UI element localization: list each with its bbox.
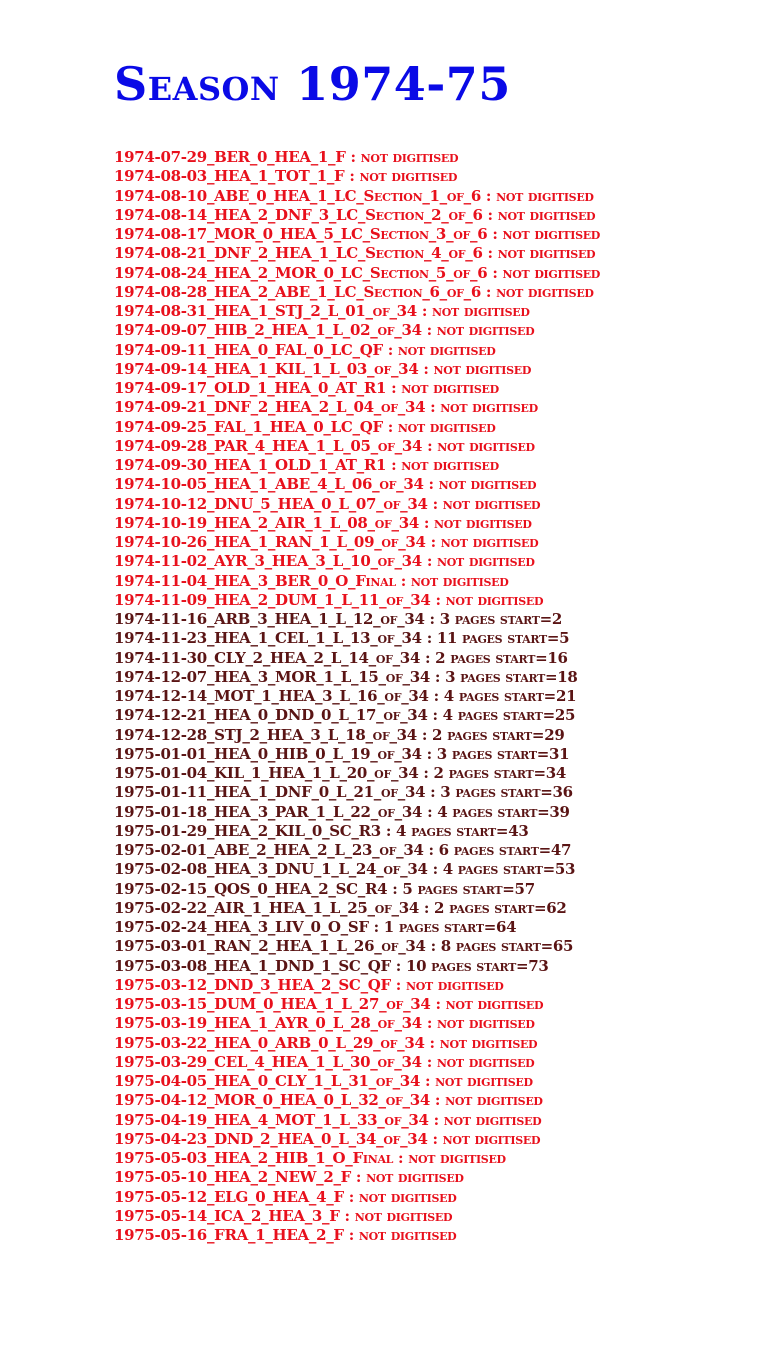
match-entry-not-digitised (114, 533, 600, 552)
match-entry-not-digitised (114, 475, 600, 494)
match-entry-text: 1975-05-14_ICA_2_HEA_3_F : not digitised (114, 1206, 453, 1225)
match-entry-text: 1975-05-03_HEA_2_HIB_1_O_Final : not digitised (114, 1149, 506, 1167)
match-entry-text: 1974-09-11_HEA_0_FAL_0_LC_QF : not digitised (114, 340, 496, 359)
match-entry-text: 1974-10-26_HEA_1_RAN_1_L_09_of_34 : not digitised (114, 533, 539, 551)
match-entry-not-digitised (114, 1072, 600, 1091)
match-entry-not-digitised (114, 995, 600, 1014)
match-entry-text: 1975-03-22_HEA_0_ARB_0_L_29_of_34 : not digitised (114, 1033, 538, 1052)
match-entry-not-digitised (114, 418, 600, 437)
match-entry-not-digitised (114, 1130, 600, 1149)
match-entry-digitised[interactable] (114, 918, 600, 937)
match-entry-digitised[interactable] (114, 745, 600, 764)
match-entry-text: 1974-12-07_HEA_3_MOR_1_L_15_of_34 : 3 pages start=18 (114, 667, 578, 686)
match-entry-not-digitised (114, 1014, 600, 1033)
match-entry-digitised[interactable] (114, 899, 600, 918)
match-entry-digitised[interactable] (114, 649, 600, 668)
match-entry-text: 1974-10-05_HEA_1_ABE_4_L_06_of_34 : not digitised (114, 475, 537, 494)
match-entry-digitised[interactable] (114, 860, 600, 879)
match-entry-text: 1975-03-29_CEL_4_HEA_1_L_30_of_34 : not digitised (114, 1052, 535, 1071)
match-entry-text: 1975-02-01_ABE_2_HEA_2_L_23_of_34 : 6 pages start=47 (114, 841, 572, 859)
match-entry-digitised[interactable] (114, 764, 600, 783)
match-entry-text: 1974-10-19_HEA_2_AIR_1_L_08_of_34 : not digitised (114, 513, 532, 532)
match-entry-text: 1974-09-17_OLD_1_HEA_0_AT_R1 : not digitised (114, 379, 499, 397)
match-entry-digitised[interactable] (114, 841, 600, 860)
match-entry-not-digitised (114, 1034, 600, 1053)
match-entry-text: 1974-08-03_HEA_1_TOT_1_F : not digitised (114, 167, 458, 186)
match-entry-text: 1975-05-12_ELG_0_HEA_4_F : not digitised (114, 1187, 457, 1206)
match-entry-text: 1974-08-31_HEA_1_STJ_2_L_01_of_34 : not digitised (114, 302, 530, 320)
match-entry-digitised[interactable] (114, 880, 600, 899)
match-entry-text: 1975-03-19_HEA_1_AYR_0_L_28_of_34 : not digitised (114, 1014, 535, 1033)
match-entry-text: 1974-11-16_ARB_3_HEA_1_L_12_of_34 : 3 pages start=2 (114, 610, 563, 628)
match-entry-digitised[interactable] (114, 706, 600, 725)
match-entry-text: 1974-11-09_HEA_2_DUM_1_L_11_of_34 : not digitised (114, 590, 544, 609)
match-entry-text: 1974-09-25_FAL_1_HEA_0_LC_QF : not digitised (114, 417, 496, 436)
match-entry-not-digitised (114, 187, 600, 206)
match-entry-text: 1974-08-24_HEA_2_MOR_0_LC_Section_5_of_6 : not digitised (114, 263, 601, 282)
match-entry-text: 1974-11-02_AYR_3_HEA_3_L_10_of_34 : not digitised (114, 552, 535, 571)
match-entry-text: 1975-03-01_RAN_2_HEA_1_L_26_of_34 : 8 pages start=65 (114, 937, 574, 956)
match-entry-text: 1975-02-22_AIR_1_HEA_1_L_25_of_34 : 2 pages start=62 (114, 898, 567, 917)
match-entry-not-digitised (114, 1207, 600, 1226)
match-entry-text: 1975-04-23_DND_2_HEA_0_L_34_of_34 : not digitised (114, 1129, 541, 1148)
match-entry-text: 1975-05-10_HEA_2_NEW_2_F : not digitised (114, 1168, 464, 1187)
match-entry-not-digitised (114, 283, 600, 302)
match-entry-not-digitised (114, 456, 600, 475)
match-entry-not-digitised (114, 1149, 600, 1168)
match-entry-not-digitised (114, 572, 600, 591)
match-list (114, 148, 600, 1245)
match-entry-text: 1974-08-28_HEA_2_ABE_1_LC_Section_6_of_6 : not digitised (114, 282, 594, 301)
match-entry-text: 1975-01-18_HEA_3_PAR_1_L_22_of_34 : 4 pages start=39 (114, 802, 570, 821)
match-entry-text: 1974-12-28_STJ_2_HEA_3_L_18_of_34 : 2 pages start=29 (114, 725, 565, 744)
match-entry-not-digitised (114, 514, 600, 533)
match-entry-text: 1974-08-10_ABE_0_HEA_1_LC_Section_1_of_6 : not digitised (114, 186, 594, 205)
match-entry-text: 1975-01-11_HEA_1_DNF_0_L_21_of_34 : 3 pages start=36 (114, 783, 573, 802)
match-entry-not-digitised (114, 1111, 600, 1130)
match-entry-text: 1975-03-15_DUM_0_HEA_1_L_27_of_34 : not digitised (114, 995, 544, 1013)
match-entry-text: 1974-09-28_PAR_4_HEA_1_L_05_of_34 : not digitised (114, 436, 535, 455)
match-entry-not-digitised (114, 591, 600, 610)
match-entry-text: 1975-04-12_MOR_0_HEA_0_L_32_of_34 : not digitised (114, 1091, 543, 1110)
match-entry-text: 1975-01-29_HEA_2_KIL_0_SC_R3 : 4 pages start=43 (114, 821, 529, 840)
match-entry-text: 1975-04-19_HEA_4_MOT_1_L_33_of_34 : not digitised (114, 1110, 542, 1129)
match-entry-digitised[interactable] (114, 726, 600, 745)
match-entry-not-digitised (114, 1168, 600, 1187)
match-entry-digitised[interactable] (114, 957, 600, 976)
match-entry-digitised[interactable] (114, 803, 600, 822)
match-entry-text: 1974-12-21_HEA_0_DND_0_L_17_of_34 : 4 pages start=25 (114, 706, 576, 725)
match-entry-not-digitised (114, 1053, 600, 1072)
match-entry-digitised[interactable] (114, 687, 600, 706)
match-entry-digitised[interactable] (114, 822, 600, 841)
match-entry-not-digitised (114, 148, 600, 167)
match-entry-not-digitised (114, 1226, 600, 1245)
match-entry-not-digitised (114, 360, 600, 379)
match-entry-text: 1974-11-04_HEA_3_BER_0_O_Final : not digitised (114, 571, 509, 590)
match-entry-text: 1975-04-05_HEA_0_CLY_1_L_31_of_34 : not digitised (114, 1072, 533, 1090)
match-entry-text: 1975-01-04_KIL_1_HEA_1_L_20_of_34 : 2 pages start=34 (114, 764, 566, 782)
match-entry-not-digitised (114, 1091, 600, 1110)
match-entry-text: 1975-03-08_HEA_1_DND_1_SC_QF : 10 pages start=73 (114, 956, 549, 975)
match-entry-text: 1975-01-01_HEA_0_HIB_0_L_19_of_34 : 3 pages start=31 (114, 744, 570, 763)
match-entry-text: 1974-08-17_MOR_0_HEA_5_LC_Section_3_of_6 : not digitised (114, 225, 601, 243)
match-entry-text: 1975-03-12_DND_3_HEA_2_SC_QF : not digitised (114, 975, 504, 994)
match-entry-digitised[interactable] (114, 937, 600, 956)
match-entry-not-digitised (114, 244, 600, 263)
match-entry-text: 1974-08-14_HEA_2_DNF_3_LC_Section_2_of_6 : not digitised (114, 205, 596, 224)
match-entry-text: 1974-12-14_MOT_1_HEA_3_L_16_of_34 : 4 pages start=21 (114, 687, 577, 705)
match-entry-text: 1974-09-14_HEA_1_KIL_1_L_03_of_34 : not digitised (114, 359, 532, 378)
match-entry-not-digitised (114, 976, 600, 995)
match-entry-not-digitised (114, 206, 600, 225)
match-entry-text: 1974-09-30_HEA_1_OLD_1_AT_R1 : not digitised (114, 456, 499, 474)
match-entry-digitised[interactable] (114, 783, 600, 802)
match-entry-not-digitised (114, 321, 600, 340)
match-entry-text: 1974-09-21_DNF_2_HEA_2_L_04_of_34 : not digitised (114, 398, 538, 417)
match-entry-text: 1974-08-21_DNF_2_HEA_1_LC_Section_4_of_6 : not digitised (114, 244, 596, 263)
match-entry-text: 1974-11-30_CLY_2_HEA_2_L_14_of_34 : 2 pages start=16 (114, 648, 568, 667)
match-entry-not-digitised (114, 379, 600, 398)
match-entry-not-digitised (114, 437, 600, 456)
match-entry-text: 1974-09-07_HIB_2_HEA_1_L_02_of_34 : not digitised (114, 321, 535, 340)
match-entry-not-digitised (114, 225, 600, 244)
match-entry-not-digitised (114, 302, 600, 321)
match-entry-text: 1975-05-16_FRA_1_HEA_2_F : not digitised (114, 1226, 457, 1244)
match-entry-not-digitised (114, 264, 600, 283)
match-entry-not-digitised (114, 552, 600, 571)
match-entry-not-digitised (114, 495, 600, 514)
match-entry-digitised[interactable] (114, 668, 600, 687)
page-title: Season 1974-75 (114, 57, 511, 111)
match-entry-text: 1974-11-23_HEA_1_CEL_1_L_13_of_34 : 11 pages start=5 (114, 629, 570, 648)
match-entry-digitised[interactable] (114, 610, 600, 629)
match-entry-digitised[interactable] (114, 629, 600, 648)
match-entry-text: 1974-07-29_BER_0_HEA_1_F : not digitised (114, 148, 459, 166)
match-entry-not-digitised (114, 1188, 600, 1207)
match-entry-text: 1975-02-24_HEA_3_LIV_0_O_SF : 1 pages start=64 (114, 918, 517, 936)
match-entry-text: 1975-02-08_HEA_3_DNU_1_L_24_of_34 : 4 pages start=53 (114, 860, 576, 879)
match-entry-not-digitised (114, 398, 600, 417)
match-entry-not-digitised (114, 341, 600, 360)
match-entry-text: 1975-02-15_QOS_0_HEA_2_SC_R4 : 5 pages start=57 (114, 879, 535, 898)
match-entry-not-digitised (114, 167, 600, 186)
match-entry-text: 1974-10-12_DNU_5_HEA_0_L_07_of_34 : not digitised (114, 494, 541, 513)
